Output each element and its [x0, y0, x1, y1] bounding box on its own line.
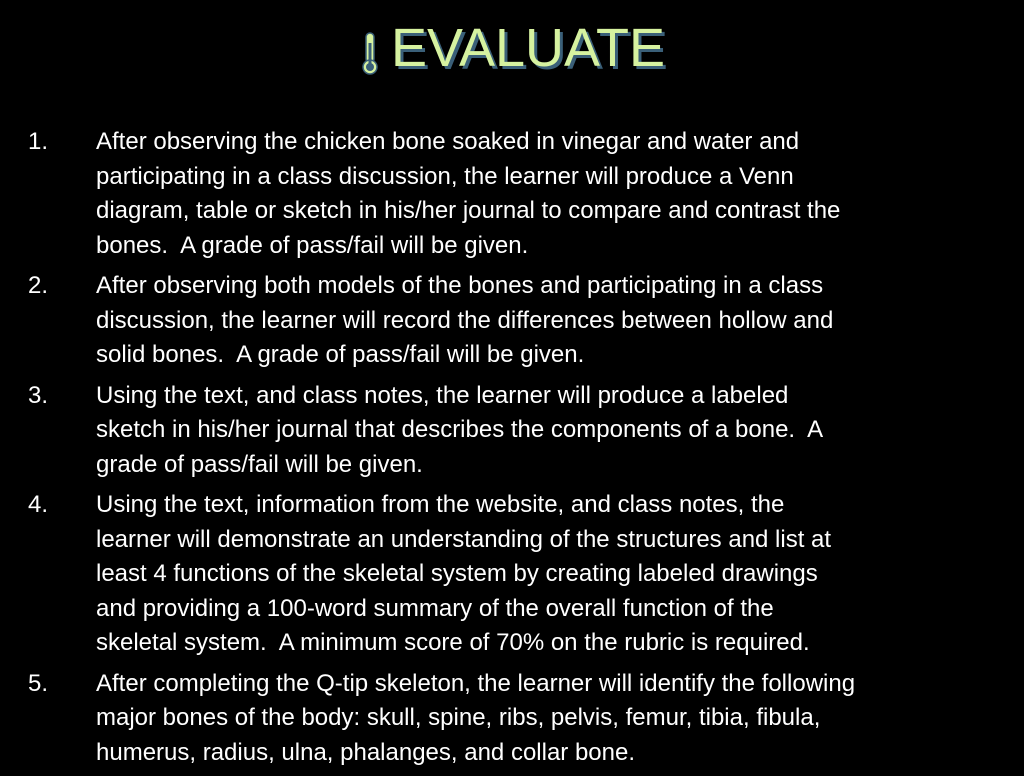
objectives-list: [0, 125, 1024, 776]
list-item: [0, 488, 1024, 661]
list-item-number: 3.: [28, 381, 49, 409]
slide-title: [359, 14, 665, 82]
list-item-line: diagram, table or sketch in his/her journal to compare and contrast the: [96, 197, 841, 224]
list-item-line: After observing the chicken bone soaked in vinegar and water and: [96, 128, 800, 155]
list-item-line: sketch in his/her journal that describes the components of a bone. A: [96, 416, 824, 443]
list-item-text: [96, 125, 1006, 263]
list-item-line: Using the text, and class notes, the learner will produce a labeled: [96, 381, 789, 409]
list-item-text: [96, 667, 1006, 771]
list-item-line: participating in a class discussion, the learner will produce a Venn: [96, 162, 794, 190]
list-item-line: skeletal system. A minimum score of 70% on the rubric is required.: [96, 629, 810, 656]
list-item-number: 1.: [28, 128, 49, 155]
list-item: [0, 125, 1024, 263]
list-item-line: least 4 functions of the skeletal system by creating labeled drawings: [96, 560, 818, 587]
list-item: [0, 667, 1024, 771]
list-item-line: and providing a 100-word summary of the overall function of the: [96, 594, 774, 622]
list-item-number: 2.: [28, 272, 49, 299]
list-item-line: Using the text, information from the website, and class notes, the: [96, 491, 785, 518]
list-item: [0, 269, 1024, 373]
list-item-number: 4.: [28, 491, 49, 518]
list-item-number: 5.: [28, 669, 49, 697]
list-item-text: [96, 488, 1006, 661]
list-item-text: [96, 269, 1006, 373]
list-item-line: learner will demonstrate an understanding of the structures and list at: [96, 525, 832, 553]
list-item-line: bones. A grade of pass/fail will be given.: [96, 231, 529, 259]
list-item-line: grade of pass/fail will be given.: [96, 450, 423, 478]
list-item-line: solid bones. A grade of pass/fail will be given.: [96, 341, 585, 368]
list-item-line: After observing both models of the bones and participating in a class: [96, 272, 824, 299]
list-item-text: [96, 379, 1006, 483]
list-item: [0, 379, 1024, 483]
list-item-line: major bones of the body: skull, spine, ribs, pelvis, femur, tibia, fibula,: [96, 704, 821, 731]
slide-title-text: EVALUATE: [390, 18, 666, 78]
list-item-line: humerus, radius, ulna, phalanges, and collar bone.: [96, 738, 636, 766]
slide-header: [0, 14, 1024, 84]
list-item-line: discussion, the learner will record the differences between hollow and: [96, 306, 834, 334]
list-item-line: After completing the Q-tip skeleton, the learner will identify the following: [96, 669, 856, 697]
thermometer-icon: [359, 31, 381, 77]
